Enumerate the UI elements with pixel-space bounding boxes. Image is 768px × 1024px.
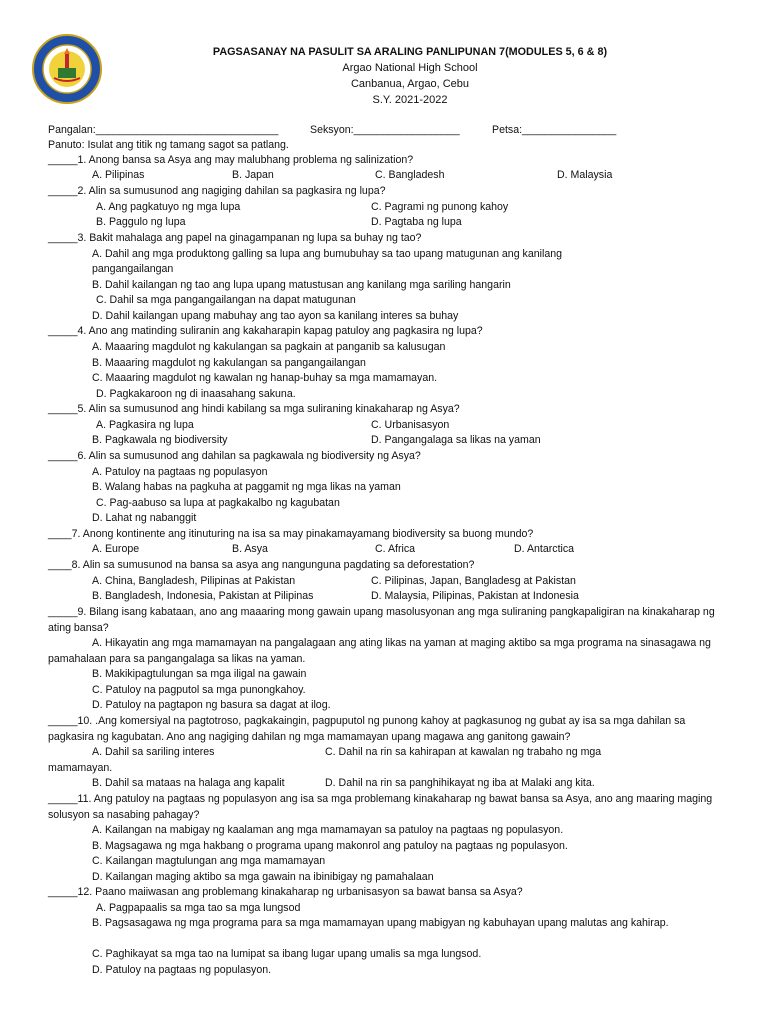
q5-option-a: A. Pagkasira ng lupa	[96, 419, 194, 431]
q12-option-d: D. Patuloy na pagtaas ng populasyon.	[92, 964, 272, 976]
q10-option-c: C. Dahil na rin sa kahirapan at kawalan ng trabaho ng mga	[325, 746, 602, 758]
document-title: PAGSASANAY NA PASULIT SA ARALING PANLIPUNAN 7(MODULES 5, 6 & 8)	[212, 46, 608, 58]
q9-option-a: A. Hikayatin ang mga mamamayan na pangalagaan ang ating likas na yaman at maging aktibo sa mga programa na sinasagawa ng pamahalaan para sa pangangalaga sa likas na yaman.	[48, 637, 711, 665]
q10-option-a: A. Dahil sa sariling interes	[92, 746, 215, 758]
question-5: _____5. Alin sa sumusunod ang hindi kabilang sa mga suliraning kinakaharap ng Asya?	[48, 403, 460, 415]
question-6: _____6. Alin sa sumusunod ang dahilan sa pagkawala ng biodiversity ng Asya?	[48, 450, 421, 462]
school-logo	[32, 34, 102, 104]
q6-option-b: B. Walang habas na pagkuha at paggamit ng mga likas na yaman	[92, 481, 401, 493]
q1-option-b: B. Japan	[232, 169, 274, 181]
q5-option-c: C. Urbanisasyon	[371, 419, 450, 431]
q6-option-a: A. Patuloy na pagtaas ng populasyon	[92, 466, 268, 478]
q3-option-a-cont: pangangailangan	[92, 263, 174, 275]
school-name: Argao National High School	[342, 62, 478, 74]
q5-option-d: D. Pangangalaga sa likas na yaman	[371, 434, 541, 446]
question-8: ____8. Alin sa sumusunod na bansa sa asya ang nangunguna pagdating sa deforestation?	[48, 559, 475, 571]
question-1: _____1. Anong bansa sa Asya ang may malubhang problema ng salinization?	[48, 154, 414, 166]
pangalan-field[interactable]: Pangalan:_______________________________	[48, 124, 279, 136]
q11-option-c: C. Kailangan magtulungan ang mga mamamayan	[92, 855, 326, 867]
q10-option-b: B. Dahil sa mataas na halaga ang kapalit	[92, 777, 285, 789]
q8-option-b: B. Bangladesh, Indonesia, Pakistan at Pilipinas	[92, 590, 314, 602]
q4-option-b: B. Maaaring magdulot ng kakulangan sa pangangailangan	[92, 357, 366, 369]
q12-option-a: A. Pagpapaalis sa mga tao sa mga lungsod	[96, 902, 301, 914]
q8-option-d: D. Malaysia, Pilipinas, Pakistan at Indonesia	[371, 590, 579, 602]
q2-option-d: D. Pagtaba ng lupa	[371, 216, 462, 228]
petsa-field[interactable]: Petsa:________________	[492, 124, 617, 136]
q11-option-b: B. Magsagawa ng mga hakbang o programa upang makonrol ang patuloy na pagtaas ng populasyon.	[92, 840, 568, 852]
school-address: Canbanua, Argao, Cebu	[350, 78, 470, 90]
q7-option-a: A. Europe	[92, 543, 140, 555]
q6-option-c: C. Pag-aabuso sa lupa at pagkakalbo ng kagubatan	[96, 497, 340, 509]
q7-option-d: D. Antarctica	[514, 543, 575, 555]
q1-option-c: C. Bangladesh	[375, 169, 445, 181]
question-7: ____7. Anong kontinente ang itinuturing na isa sa may pinakamayamang biodiversity sa buong mundo?	[48, 528, 534, 540]
question-12: _____12. Paano maiiwasan ang problemang kinakaharap ng urbanisasyon sa bawat bansa sa Asya?	[48, 886, 523, 898]
q3-option-d: D. Dahil kailangan upang mabuhay ang tao ayon sa kanilang interes sa buhay	[92, 310, 459, 322]
q4-option-c: C. Maaaring magdulot ng kawalan ng hanap-buhay sa mga mamamayan.	[92, 372, 438, 384]
q9-option-d: D. Patuloy na pagtapon ng basura sa dagat at ilog.	[92, 699, 331, 711]
q9-option-b: B. Makikipagtulungan sa mga iligal na gawain	[92, 668, 307, 680]
q10-option-c-cont: mamamayan.	[48, 762, 113, 774]
q3-option-c: C. Dahil sa mga pangangailangan na dapat matugunan	[96, 294, 356, 306]
school-year: S.Y. 2021-2022	[372, 94, 448, 106]
q1-option-a: A. Pilipinas	[92, 169, 145, 181]
q3-option-a: A. Dahil ang mga produktong galling sa lupa ang bumubuhay sa tao upang matugunan ang kanilang	[92, 248, 562, 260]
q8-option-c: C. Pilipinas, Japan, Bangladesg at Pakistan	[371, 575, 576, 587]
question-4: _____4. Ano ang matinding suliranin ang kakaharapin kapag patuloy ang pagkasira ng lupa?	[48, 325, 483, 337]
seksyon-field[interactable]: Seksyon:__________________	[310, 124, 460, 136]
q10-option-d: D. Dahil na rin sa panghihikayat ng iba at Malaki ang kita.	[325, 777, 595, 789]
q12-option-c: C. Paghikayat sa mga tao na lumipat sa ibang lugar upang umalis sa mga lungsod.	[92, 948, 482, 960]
question-11: _____11. Ang patuloy na pagtaas ng populasyon ang isa sa mga problemang kinakaharap ng bawat bansa sa Asya, ano ang maaring maging solusyon sa nasabing pahagay?	[48, 793, 713, 821]
q12-option-b: B. Pagsasagawa ng mga programa para sa mga mamamayan upang mabigyan ng kabuhayan upang malutas ang kahirap.	[92, 917, 669, 929]
q9-option-c: C. Patuloy na pagputol sa mga punongkahoy.	[92, 684, 306, 696]
q2-option-c: C. Pagrami ng punong kahoy	[371, 201, 509, 213]
question-9: _____9. Bilang isang kabataan, ano ang maaaring mong gawain upang masolusyonan ang mga suliraning pangkapaligiran na kinakaharap ng ating bansa?	[48, 606, 715, 634]
q4-option-a: A. Maaaring magdulot ng kakulangan sa pagkain at panganib sa kalusugan	[92, 341, 446, 353]
q11-option-d: D. Kailangan maging aktibo sa mga gawain na ibinibigay ng pamahalaan	[92, 871, 434, 883]
q7-option-b: B. Asya	[232, 543, 268, 555]
q3-option-b: B. Dahil kailangan ng tao ang lupa upang matustusan ang kanilang mga sariling hangarin	[92, 279, 511, 291]
q2-option-b: B. Paggulo ng lupa	[96, 216, 186, 228]
q8-option-a: A. China, Bangladesh, Pilipinas at Pakistan	[92, 575, 296, 587]
q4-option-d: D. Pagkakaroon ng di inaasahang sakuna.	[96, 388, 296, 400]
q7-option-c: C. Africa	[375, 543, 416, 555]
question-10: _____10. .Ang komersiyal na pagtotroso, pagkakaingin, pagpuputol ng punong kahoy at pagkasunog ng gubat ay isa sa mga dahilan sa pagkasira ng kagubatan. Ano ang nagiging dahilan ng mga mamamayan upang magawa ang ganitong gawain?	[48, 715, 686, 743]
question-3: _____3. Bakit mahalaga ang papel na ginagampanan ng lupa sa buhay ng tao?	[48, 232, 422, 244]
instructions: Panuto: Isulat ang titik ng tamang sagot sa patlang.	[48, 139, 289, 151]
question-2: _____2. Alin sa sumusunod ang nagiging dahilan sa pagkasira ng lupa?	[48, 185, 386, 197]
q6-option-d: D. Lahat ng nabanggit	[92, 512, 197, 524]
q5-option-b: B. Pagkawala ng biodiversity	[92, 434, 228, 446]
q2-option-a: A. Ang pagkatuyo ng mga lupa	[96, 201, 241, 213]
q1-option-d: D. Malaysia	[557, 169, 613, 181]
q11-option-a: A. Kailangan na mabigay ng kaalaman ang mga mamamayan sa patuloy na pagtaas ng populasyon.	[92, 824, 564, 836]
